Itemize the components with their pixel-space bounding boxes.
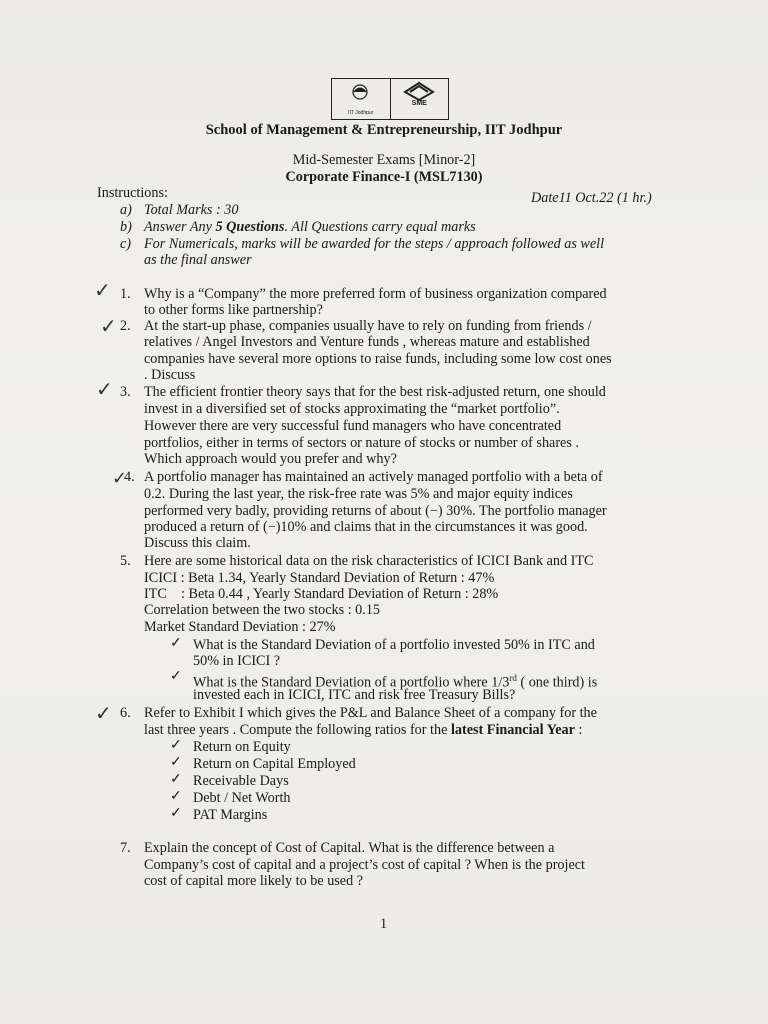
- sme-emblem-icon: [391, 80, 448, 102]
- question-5-line: Correlation between the two stocks : 0.15: [144, 602, 381, 618]
- question-4-line: performed very badly, providing returns of about (−) 30%. The portfolio manager: [144, 503, 607, 519]
- question-2-line: companies have several more options to raise funds, including some low cost ones: [144, 351, 612, 367]
- check-icon: ✓: [170, 772, 182, 787]
- ratio-item: Return on Equity: [193, 739, 291, 755]
- question-2-line: relatives / Angel Investors and Venture funds , whereas mature and established: [144, 334, 590, 350]
- instruction-c-marker: c): [120, 236, 132, 252]
- question-4-line: produced a return of (−)10% and claims that in the circumstances it was good.: [144, 519, 588, 535]
- question-6-number: 6.: [120, 705, 131, 721]
- exam-title: Mid-Semester Exams [Minor-2]: [292, 152, 476, 168]
- question-3-line: Which approach would you prefer and why?: [144, 451, 397, 467]
- question-3-line: However there are very successful fund managers who have concentrated: [144, 418, 562, 434]
- instructions-label: Instructions:: [97, 185, 168, 201]
- instruction-b-text: Answer Any 5 Questions. All Questions carry equal marks: [144, 219, 476, 235]
- question-5-line: Here are some historical data on the risk characteristics of ICICI Bank and ITC: [144, 553, 594, 569]
- question-1-line: to other forms like partnership?: [144, 302, 323, 318]
- question-7-number: 7.: [120, 840, 131, 856]
- handwritten-check-icon: ✓: [100, 314, 117, 338]
- question-5-line: Market Standard Deviation : 27%: [144, 619, 336, 635]
- handwritten-check-icon: ✓: [94, 278, 111, 302]
- iitj-emblem-icon: [332, 81, 389, 105]
- question-2-line: . Discuss: [144, 367, 196, 383]
- question-4-line: A portfolio manager has maintained an actively managed portfolio with a beta of: [144, 469, 603, 485]
- question-7-line: Company’s cost of capital and a project’s cost of capital ? When is the project: [144, 857, 585, 873]
- question-5-subquestion-2: invested each in ICICI, ITC and risk free Treasury Bills?: [193, 687, 516, 703]
- question-3-number: 3.: [120, 384, 131, 400]
- institution-name: School of Management & Entrepreneurship, IIT Jodhpur: [205, 122, 563, 138]
- check-icon: ✓: [170, 789, 182, 804]
- question-3-line: invest in a diversified set of stocks approximating the “market portfolio”.: [144, 401, 560, 417]
- handwritten-check-icon: ✓: [112, 468, 128, 489]
- instruction-b-marker: b): [120, 219, 132, 235]
- question-4-line: 0.2. During the last year, the risk-free rate was 5% and major equity indices: [144, 486, 573, 502]
- question-3-line: portfolios, either in terms of sectors or nature of stocks or number of shares .: [144, 435, 579, 451]
- question-5-subquestion-1: What is the Standard Deviation of a portfolio invested 50% in ITC and: [193, 637, 595, 653]
- check-icon: ✓: [170, 755, 182, 770]
- logo-right-caption: SME: [411, 100, 427, 107]
- question-5-line: ICICI : Beta 1.34, Yearly Standard Deviation of Return : 47%: [144, 570, 495, 586]
- handwritten-check-icon: ✓: [95, 701, 112, 725]
- question-4-number: 4.: [124, 469, 135, 485]
- question-4-line: Discuss this claim.: [144, 535, 251, 551]
- handwritten-check-icon: ✓: [96, 377, 113, 401]
- question-6-line: Refer to Exhibit I which gives the P&L and Balance Sheet of a company for the: [144, 705, 597, 721]
- page-number: 1: [380, 916, 388, 932]
- instruction-c-line2: as the final answer: [144, 252, 252, 268]
- ratio-item: Return on Capital Employed: [193, 756, 356, 772]
- question-5-subquestion-1: 50% in ICICI ?: [193, 653, 281, 669]
- ratio-item: Debt / Net Worth: [193, 790, 291, 806]
- question-5-number: 5.: [120, 553, 131, 569]
- question-5-line: ITC : Beta 0.44 , Yearly Standard Deviation of Return : 28%: [144, 586, 499, 602]
- check-icon: ✓: [170, 669, 182, 684]
- question-2-line: At the start-up phase, companies usually have to rely on funding from friends /: [144, 318, 592, 334]
- course-title: Corporate Finance-I (MSL7130): [285, 169, 483, 185]
- check-icon: ✓: [170, 806, 182, 821]
- iitj-logo: [332, 79, 391, 119]
- check-icon: ✓: [170, 636, 182, 651]
- ratio-item: Receivable Days: [193, 773, 289, 789]
- question-6-line: last three years . Compute the following ratios for the latest Financial Year :: [144, 722, 583, 738]
- question-3-line: The efficient frontier theory says that for the best risk-adjusted return, one should: [144, 384, 606, 400]
- question-7-line: Explain the concept of Cost of Capital. What is the difference between a: [144, 840, 555, 856]
- question-2-number: 2.: [120, 318, 131, 334]
- question-1-line: Why is a “Company” the more preferred form of business organization compared: [144, 286, 607, 302]
- question-7-line: cost of capital more likely to be used ?: [144, 873, 364, 889]
- instruction-c-line1: For Numericals, marks will be awarded for the steps / approach followed as well: [144, 236, 605, 252]
- logo-left-caption: IIT Jodhpur: [348, 110, 374, 116]
- check-icon: ✓: [170, 738, 182, 753]
- question-5-subquestion-2: What is the Standard Deviation of a portfolio where 1/3rd ( one third) is: [193, 673, 598, 691]
- instruction-a-text: Total Marks : 30: [144, 202, 239, 218]
- exam-date: Date11 Oct.22 (1 hr.): [531, 190, 652, 206]
- instruction-a-marker: a): [120, 202, 132, 218]
- ratio-item: PAT Margins: [193, 807, 268, 823]
- institution-logo: [331, 78, 449, 120]
- sme-logo: [391, 79, 449, 119]
- question-1-number: 1.: [120, 286, 131, 302]
